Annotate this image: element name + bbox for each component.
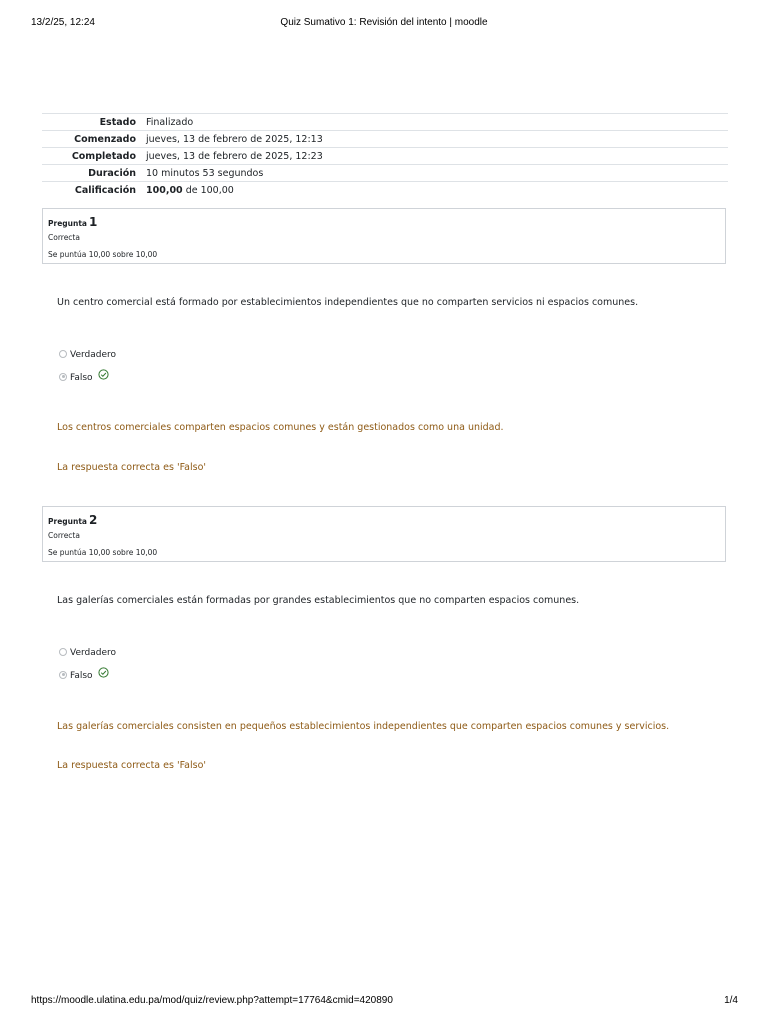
check-circle-icon bbox=[98, 667, 109, 682]
attempt-summary-table bbox=[42, 113, 728, 198]
right-answer: La respuesta correcta es 'Falso' bbox=[57, 462, 206, 473]
summary-label: Completado bbox=[42, 148, 141, 165]
radio-button[interactable] bbox=[59, 648, 67, 656]
question-text: Las galerías comerciales están formadas por grandes establecimientos que no comparten espacios comunes. bbox=[57, 595, 580, 606]
summary-value bbox=[141, 182, 728, 199]
general-feedback: Las galerías comerciales consisten en pequeños establecimientos independientes que comparten espacios comunes y servicios. bbox=[57, 721, 670, 732]
summary-label: Estado bbox=[42, 114, 141, 131]
question-info-box bbox=[42, 506, 726, 562]
radio-button-checked[interactable] bbox=[59, 671, 67, 679]
summary-label: Duración bbox=[42, 165, 141, 182]
summary-row-grade bbox=[42, 182, 728, 199]
summary-row-completed bbox=[42, 148, 728, 165]
print-url: https://moodle.ulatina.edu.pa/mod/quiz/review.php?attempt=17764&cmid=420890 bbox=[31, 995, 393, 1006]
print-datetime: 13/2/25, 12:24 bbox=[31, 17, 95, 28]
summary-value: 10 minutos 53 segundos bbox=[141, 165, 728, 182]
grade-score: 100,00 bbox=[146, 184, 183, 196]
grade-max: de 100,00 bbox=[182, 184, 234, 196]
question-state: Correcta bbox=[48, 233, 80, 242]
radio-button-checked[interactable] bbox=[59, 373, 67, 381]
answer-option-label: Falso bbox=[70, 671, 93, 681]
print-page-number: 1/4 bbox=[724, 995, 738, 1006]
general-feedback: Los centros comerciales comparten espacios comunes y están gestionados como una unidad. bbox=[57, 422, 504, 433]
question-number: Pregunta 2 bbox=[48, 513, 98, 527]
summary-label: Calificación bbox=[42, 182, 141, 199]
print-header bbox=[0, 17, 768, 31]
summary-value: Finalizado bbox=[141, 114, 728, 131]
right-answer: La respuesta correcta es 'Falso' bbox=[57, 760, 206, 771]
summary-value: jueves, 13 de febrero de 2025, 12:23 bbox=[141, 148, 728, 165]
summary-row-state bbox=[42, 114, 728, 131]
summary-label: Comenzado bbox=[42, 131, 141, 148]
question-grade: Se puntúa 10,00 sobre 10,00 bbox=[48, 250, 158, 259]
question-state: Correcta bbox=[48, 531, 80, 540]
check-circle-icon bbox=[98, 369, 109, 384]
question-info-box bbox=[42, 208, 726, 264]
print-page-title: Quiz Sumativo 1: Revisión del intento | moodle bbox=[280, 17, 488, 28]
answer-option-label: Verdadero bbox=[70, 350, 117, 360]
answer-option-label: Falso bbox=[70, 373, 93, 383]
question-number: Pregunta 1 bbox=[48, 215, 98, 229]
question-grade: Se puntúa 10,00 sobre 10,00 bbox=[48, 548, 158, 557]
answer-option[interactable] bbox=[59, 668, 109, 680]
radio-button[interactable] bbox=[59, 350, 67, 358]
answer-option[interactable] bbox=[59, 370, 109, 382]
print-footer bbox=[0, 995, 768, 1009]
summary-value: jueves, 13 de febrero de 2025, 12:13 bbox=[141, 131, 728, 148]
summary-row-started bbox=[42, 131, 728, 148]
summary-row-duration bbox=[42, 165, 728, 182]
answer-option-label: Verdadero bbox=[70, 648, 117, 658]
question-text: Un centro comercial está formado por establecimientos independientes que no comparten servicios ni espacios comunes. bbox=[57, 297, 639, 308]
answer-option[interactable] bbox=[59, 647, 116, 659]
answer-option[interactable] bbox=[59, 349, 116, 361]
